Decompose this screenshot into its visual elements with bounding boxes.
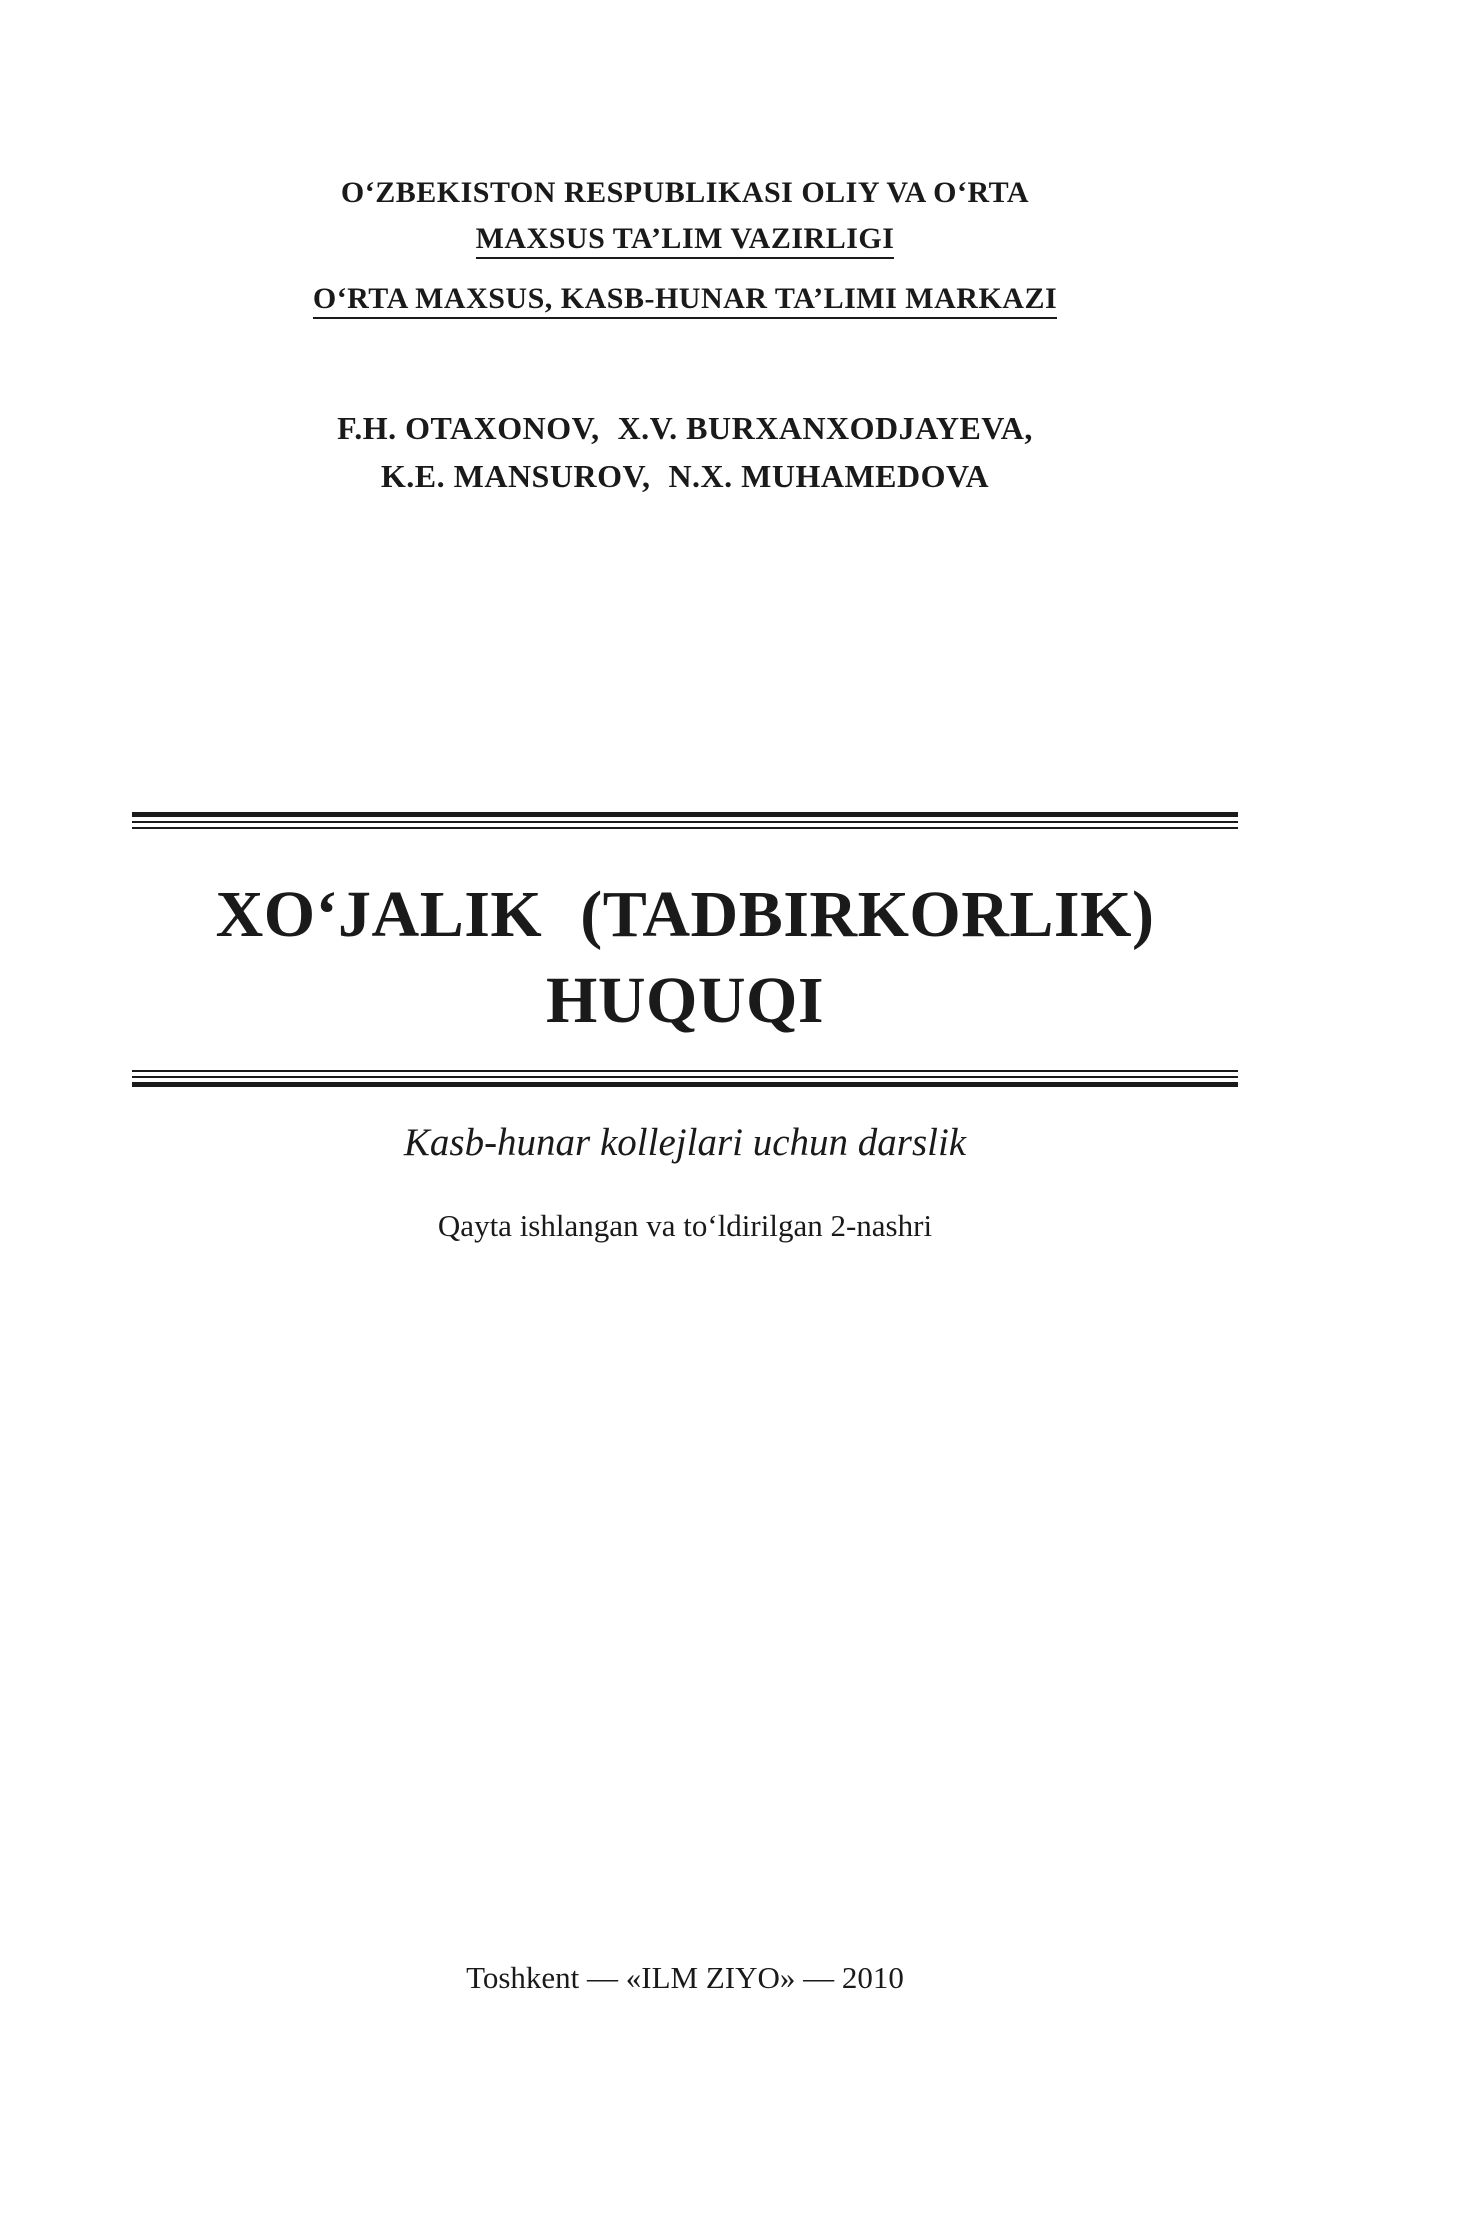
authors-line-1 [0, 410, 1370, 447]
edition-text: Qayta ishlangan va to‘ldirilgan 2-nashri [437, 1208, 933, 1243]
book-title-line-2 [0, 964, 1370, 1037]
ministry-line-1-text: O‘ZBEKISTON RESPUBLIKASI OLIY VA O‘RTA [340, 176, 1030, 209]
book-title-part-3: HUQUQI [545, 964, 825, 1037]
book-title-line-1 [0, 878, 1370, 951]
title-bottom-rule [132, 1070, 1238, 1087]
edition-note [0, 1208, 1370, 1244]
subtitle [0, 1120, 1370, 1165]
authors-line-2 [0, 458, 1370, 495]
author-muhamedova: N.X. MUHAMEDOVA [668, 458, 990, 494]
imprint [0, 1960, 1370, 1996]
ministry-line-1 [0, 176, 1370, 210]
title-top-rule [132, 812, 1238, 829]
center-name [0, 282, 1370, 319]
author-otaxonov: F.H. OTAXONOV, [337, 410, 600, 446]
subtitle-text: Kasb-hunar kollejlari uchun darslik [403, 1121, 967, 1164]
author-mansurov: K.E. MANSUROV, [380, 458, 651, 494]
center-name-text: O‘RTA MAXSUS, KASB-HUNAR TA’LIMI MARKAZI [313, 283, 1057, 319]
author-burxanxodjayeva: X.V. BURXANXODJAYEVA, [617, 410, 1033, 446]
book-title-part-2: (TADBIRKORLIK) [580, 878, 1155, 951]
imprint-text: Toshkent — «ILM ZIYO» — 2010 [466, 1960, 904, 1995]
ministry-line-2 [0, 222, 1370, 259]
book-title-part-1: XO‘JALIK [215, 878, 543, 951]
ministry-line-2-text: MAXSUS TA’LIM VAZIRLIGI [476, 223, 895, 259]
